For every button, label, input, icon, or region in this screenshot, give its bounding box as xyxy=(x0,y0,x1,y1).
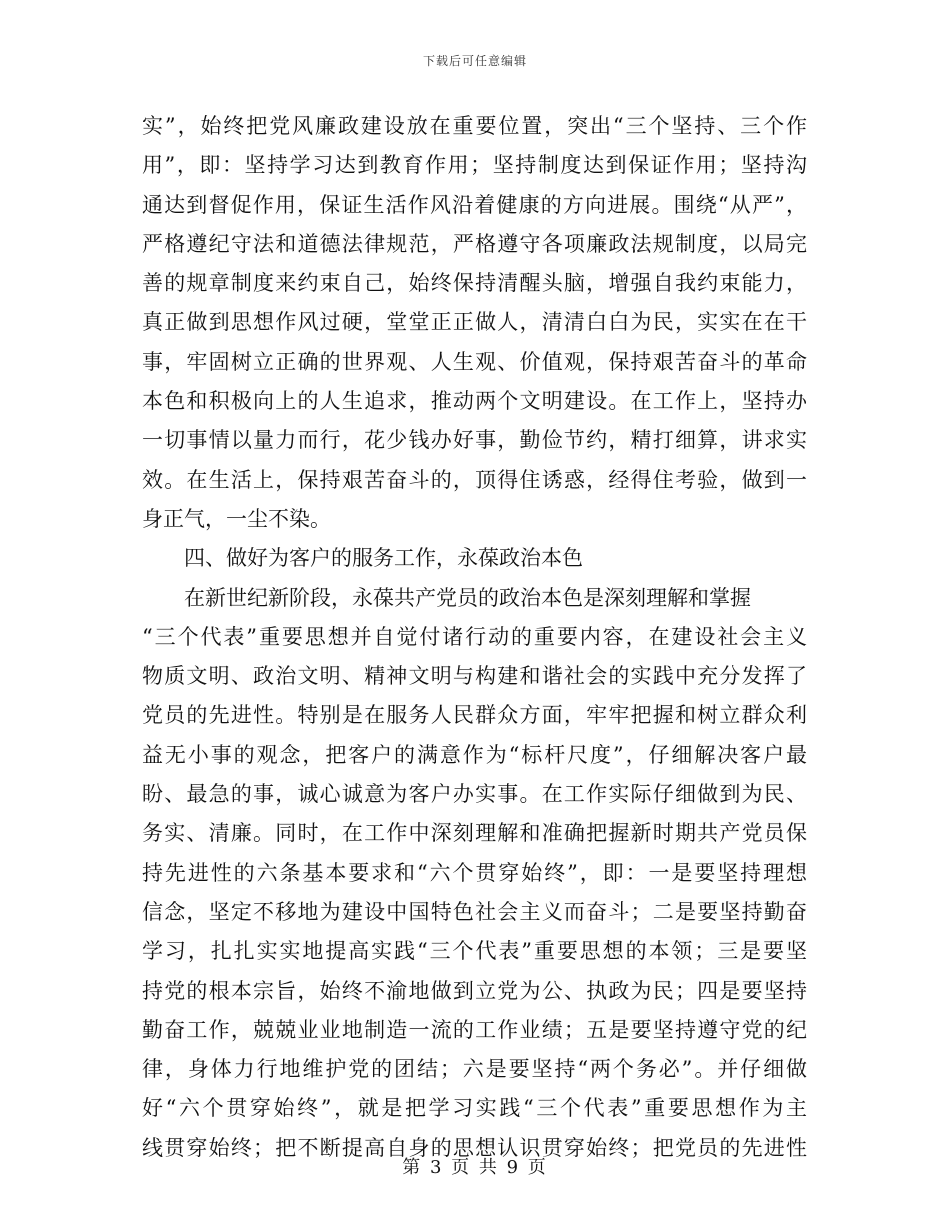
page-footer: 第 3 页 共 9 页 xyxy=(402,1157,548,1178)
text-line: 益无小事的观念，把客户的满意作为“标杆尺度”，仔细解决客户最 xyxy=(142,742,807,767)
text-line: 效。在生活上，保持艰苦奋斗的，顶得住诱惑，经得住考验，做到一 xyxy=(142,467,807,492)
text-line: 持党的根本宗旨，始终不渝地做到立党为公、执政为民；四是要坚持 xyxy=(142,978,807,1003)
text-line: 严格遵纪守法和道德法律规范，严格遵守各项廉政法规制度，以局完 xyxy=(142,231,807,256)
text-line: 本色和积极向上的人生追求，推动两个文明建设。在工作上，坚持办 xyxy=(142,389,807,414)
text-line: 律，身体力行地维护党的团结；六是要坚持“两个务必”。并仔细做 xyxy=(142,1057,807,1082)
text-line: 真正做到思想作风过硬，堂堂正正做人，清清白白为民，实实在在干 xyxy=(142,310,807,335)
paragraph xyxy=(142,579,807,1168)
text-line: 实”，始终把党风廉政建设放在重要位置，突出“三个坚持、三个作 xyxy=(142,114,807,138)
paragraph xyxy=(142,107,807,539)
text-line: 盼、最急的事，诚心诚意为客户办实事。在工作实际仔细做到为民、 xyxy=(142,782,807,807)
text-line: 一切事情以量力而行，花少钱办好事，勤俭节约，精打细算，讲求实 xyxy=(142,428,807,453)
text-line: 通达到督促作用，保证生活作风沿着健康的方向进展。围绕“从严”， xyxy=(142,192,807,217)
text-line: 用”，即：坚持学习达到教育作用；坚持制度达到保证作用；坚持沟 xyxy=(142,153,807,178)
text-line: 信念，坚定不移地为建设中国特色社会主义而奋斗；二是要坚持勤奋 xyxy=(142,899,807,924)
text-line: 好“六个贯穿始终”，就是把学习实践“三个代表”重要思想作为主 xyxy=(142,1096,807,1121)
text-line: 身正气，一尘不染。 xyxy=(142,506,331,531)
text-line: 事，牢固树立正确的世界观、人生观、价值观，保持艰苦奋斗的革命 xyxy=(142,349,807,374)
heading-line: 四、做好为客户的服务工作，永葆政治本色 xyxy=(184,546,583,571)
document-body xyxy=(142,107,807,1168)
text-line: 学习，扎扎实实地提高实践“三个代表”重要思想的本领；三是要坚 xyxy=(142,939,807,964)
section-heading xyxy=(142,539,807,578)
text-line: 党员的先进性。特别是在服务人民群众方面，牢牢把握和树立群众利 xyxy=(142,703,807,728)
text-line: 持先进性的六条基本要求和“六个贯穿始终”，即：一是要坚持理想 xyxy=(142,860,807,885)
page-header: 下载后可任意编辑 xyxy=(422,54,527,68)
text-line: 物质文明、政治文明、精神文明与构建和谐社会的实践中充分发挥了 xyxy=(142,664,807,689)
text-line: 线贯穿始终；把不断提高自身的思想认识贯穿始终；把党员的先进性 xyxy=(142,1135,807,1160)
text-line: 在新世纪新阶段，永葆共产党员的政治本色是深刻理解和掌握 xyxy=(184,585,751,610)
text-line: 善的规章制度来约束自己，始终保持清醒头脑，增强自我约束能力， xyxy=(142,271,807,296)
text-line: “三个代表”重要思想并自觉付诸行动的重要内容，在建设社会主义 xyxy=(142,624,807,649)
text-line: 勤奋工作，兢兢业业地制造一流的工作业绩；五是要坚持遵守党的纪 xyxy=(142,1017,807,1042)
text-line: 务实、清廉。同时，在工作中深刻理解和准确把握新时期共产党员保 xyxy=(142,821,807,846)
